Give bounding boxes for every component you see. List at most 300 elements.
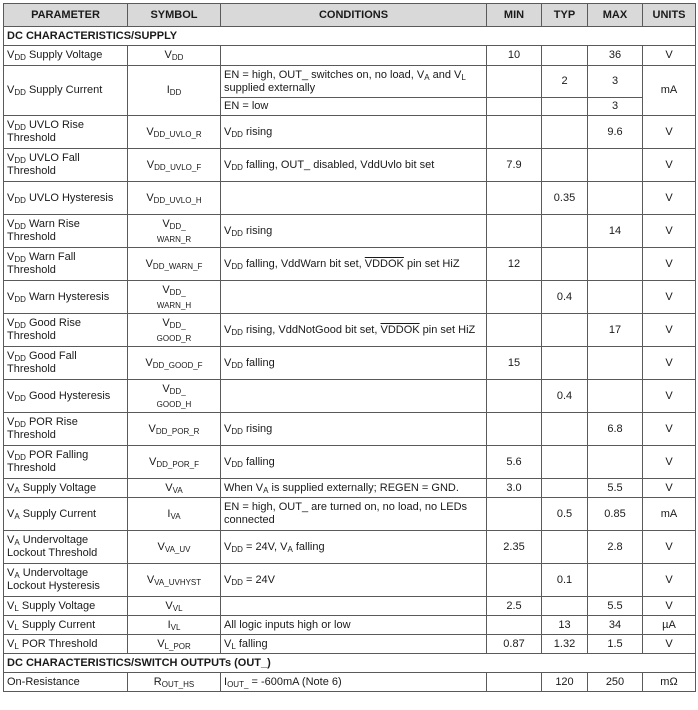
table-body <box>4 27 696 692</box>
min-cell: 10 <box>487 46 542 66</box>
parameter-cell <box>4 597 128 616</box>
parameter-cell <box>4 347 128 380</box>
text-segment: V <box>7 119 15 131</box>
symbol-cell <box>128 673 221 692</box>
section-title: DC CHARACTERISTICS/SUPPLY <box>4 27 696 46</box>
typ-cell: 0.5 <box>542 498 588 531</box>
conditions-cell <box>221 149 487 182</box>
conditions-cell <box>221 564 487 597</box>
text-segment: EN = high, OUT_ switches on, no load, V <box>224 68 425 81</box>
symbol-cell <box>128 531 221 564</box>
table-row <box>4 564 696 597</box>
min-cell <box>487 182 542 215</box>
symbol-cell <box>128 616 221 635</box>
header-typ: TYP <box>542 4 588 27</box>
subscript: DD_ <box>169 288 186 297</box>
typ-cell <box>542 413 588 446</box>
subscript: L_POR <box>164 641 191 651</box>
subscript: DD <box>14 420 26 429</box>
text-segment: Supply Current <box>18 618 96 631</box>
table-row <box>4 597 696 616</box>
text-segment: V <box>7 507 15 520</box>
conditions-cell <box>221 116 487 149</box>
text-segment: Supply Voltage <box>19 481 97 494</box>
subscript: DD <box>231 426 243 436</box>
min-cell: 2.35 <box>487 531 542 564</box>
text-segment: = 24V, V <box>242 540 288 553</box>
subscript: DD <box>14 88 26 97</box>
subscript: DD <box>14 222 26 231</box>
max-cell: 34 <box>588 616 643 635</box>
parameter-cell <box>4 413 128 446</box>
text-segment: EN = high, OUT_ are turned on, no load, no LEDs connected <box>224 501 468 526</box>
table-row <box>4 673 696 692</box>
subscript: DD <box>231 327 243 337</box>
text-segment: V <box>7 317 15 329</box>
subscript: L <box>461 72 466 82</box>
table-row <box>4 347 696 380</box>
text-segment: When V <box>224 481 264 494</box>
header-parameter: PARAMETER <box>4 4 128 27</box>
symbol-cell <box>128 347 221 380</box>
symbol-cell <box>128 46 221 66</box>
text-segment: R <box>153 675 162 688</box>
text-segment: V <box>7 218 15 230</box>
typ-cell <box>542 116 588 149</box>
text-segment: V <box>162 317 170 329</box>
text-segment: V <box>146 158 155 171</box>
text-segment: V <box>157 637 165 650</box>
text-segment: Warn Fall Threshold <box>7 251 76 276</box>
max-cell: 36 <box>588 46 643 66</box>
conditions-cell <box>221 248 487 281</box>
conditions-cell <box>221 597 487 616</box>
max-cell: 5.5 <box>588 479 643 498</box>
typ-cell <box>542 149 588 182</box>
electrical-characteristics-table <box>3 3 696 692</box>
units-cell: V <box>643 597 696 616</box>
text-segment: V <box>162 284 170 296</box>
header-symbol: SYMBOL <box>128 4 221 27</box>
table-row <box>4 149 696 182</box>
units-cell: V <box>643 413 696 446</box>
min-cell <box>487 98 542 116</box>
symbol-cell <box>128 498 221 531</box>
text-segment: V <box>7 416 15 428</box>
conditions-cell <box>221 46 487 66</box>
min-cell: 2.5 <box>487 597 542 616</box>
table-row <box>4 248 696 281</box>
max-cell <box>588 380 643 413</box>
symbol-cell <box>128 446 221 479</box>
text-segment: POR Falling Threshold <box>7 449 89 474</box>
min-cell: 7.9 <box>487 149 542 182</box>
typ-cell: 0.35 <box>542 182 588 215</box>
units-cell: mA <box>643 498 696 531</box>
max-cell: 2.8 <box>588 531 643 564</box>
symbol-cell <box>128 66 221 116</box>
symbol-cell <box>128 479 221 498</box>
text-segment: V <box>7 449 15 461</box>
table-row <box>4 66 696 98</box>
table-row <box>4 380 696 413</box>
parameter-cell <box>4 314 128 347</box>
typ-cell <box>542 98 588 116</box>
conditions-cell <box>221 616 487 635</box>
max-cell: 9.6 <box>588 116 643 149</box>
typ-cell <box>542 446 588 479</box>
parameter-cell <box>4 149 128 182</box>
text-segment: V <box>162 383 170 395</box>
subscript: DD <box>169 88 182 97</box>
text-segment: pin set HiZ <box>419 323 476 336</box>
text-segment: V <box>7 350 15 362</box>
conditions-cell <box>221 635 487 654</box>
parameter-cell <box>4 46 128 66</box>
parameter-cell <box>4 215 128 248</box>
symbol-cell <box>128 597 221 616</box>
subscript: L <box>14 641 19 651</box>
text-segment: V <box>7 618 15 631</box>
min-cell <box>487 413 542 446</box>
subscript: DD <box>231 577 243 587</box>
subscript: GOOD_R <box>156 334 192 343</box>
subscript: DD <box>231 459 243 469</box>
subscript: DD <box>231 261 243 271</box>
parameter-cell <box>4 479 128 498</box>
subscript: VA <box>170 511 181 521</box>
header-row <box>4 4 696 27</box>
min-cell <box>487 314 542 347</box>
subscript: DD_ <box>169 222 186 231</box>
subscript: DD_UVLO_R <box>153 129 202 139</box>
text-segment: V <box>7 599 15 612</box>
text-segment: Supply Voltage <box>18 599 96 612</box>
subscript: DD <box>231 162 243 172</box>
units-cell: V <box>643 116 696 149</box>
max-cell: 14 <box>588 215 643 248</box>
subscript: GOOD_H <box>156 400 192 409</box>
conditions-cell <box>221 215 487 248</box>
symbol-cell <box>128 635 221 654</box>
text-segment: V <box>224 125 232 138</box>
overlined-text: VDDOK <box>364 257 404 270</box>
text-segment: I <box>224 675 228 688</box>
typ-cell: 120 <box>542 673 588 692</box>
subscript: OUT_ <box>227 679 249 689</box>
max-cell: 3 <box>588 98 643 116</box>
max-cell <box>588 281 643 314</box>
text-segment: I <box>167 618 171 631</box>
min-cell: 0.87 <box>487 635 542 654</box>
table-row <box>4 616 696 635</box>
units-cell: V <box>643 215 696 248</box>
conditions-cell <box>221 347 487 380</box>
subscript: VL <box>172 603 183 613</box>
parameter-cell <box>4 182 128 215</box>
parameter-cell <box>4 446 128 479</box>
subscript: DD_UVLO_F <box>154 162 202 172</box>
conditions-cell <box>221 446 487 479</box>
section-header-row <box>4 27 696 46</box>
conditions-cell <box>221 498 487 531</box>
max-cell <box>588 182 643 215</box>
units-cell: V <box>643 182 696 215</box>
text-segment: V <box>7 191 15 204</box>
symbol-cell <box>128 413 221 446</box>
conditions-cell <box>221 479 487 498</box>
text-segment: V <box>224 573 232 586</box>
text-segment: I <box>166 84 170 96</box>
parameter-cell <box>4 616 128 635</box>
typ-cell <box>542 46 588 66</box>
parameter-cell <box>4 281 128 314</box>
parameter-cell <box>4 116 128 149</box>
text-segment: rising <box>242 224 273 237</box>
units-cell: V <box>643 531 696 564</box>
subscript: A <box>287 544 293 554</box>
text-segment: V <box>164 49 172 61</box>
units-cell: V <box>643 347 696 380</box>
table-row <box>4 413 696 446</box>
subscript: VA_UVHYST <box>154 577 202 587</box>
units-cell: V <box>643 281 696 314</box>
subscript: DD <box>14 156 26 165</box>
subscript: DD_ <box>169 321 186 330</box>
header-units: UNITS <box>643 4 696 27</box>
symbol-cell <box>128 215 221 248</box>
text-segment: Good Fall Threshold <box>7 350 77 375</box>
max-cell <box>588 248 643 281</box>
symbol-cell <box>128 182 221 215</box>
symbol-cell <box>128 248 221 281</box>
text-segment: V <box>224 257 232 270</box>
text-segment: V <box>224 356 232 369</box>
text-segment: V <box>7 84 15 96</box>
max-cell <box>588 446 643 479</box>
text-segment: rising, VddNotGood bit set, <box>242 323 381 336</box>
symbol-cell <box>128 149 221 182</box>
table-row <box>4 635 696 654</box>
text-segment: Good Rise Threshold <box>7 317 81 342</box>
typ-cell: 1.32 <box>542 635 588 654</box>
typ-cell: 2 <box>542 66 588 98</box>
units-cell: mΩ <box>643 673 696 692</box>
text-segment: V <box>148 422 156 435</box>
parameter-cell <box>4 66 128 116</box>
text-segment: V <box>7 534 15 546</box>
subscript: WARN_R <box>156 235 192 244</box>
text-segment: supplied externally <box>224 81 316 94</box>
symbol-cell <box>128 564 221 597</box>
units-cell: V <box>643 46 696 66</box>
typ-cell <box>542 597 588 616</box>
min-cell <box>487 564 542 597</box>
subscript: DD <box>14 321 26 330</box>
text-segment: Undervoltage Lockout Hysteresis <box>7 567 100 592</box>
typ-cell: 13 <box>542 616 588 635</box>
subscript: DD <box>231 544 243 554</box>
text-segment: falling, OUT_ disabled, VddUvlo bit set <box>242 158 435 171</box>
max-cell: 3 <box>588 66 643 98</box>
text-segment: = 24V <box>242 573 276 586</box>
table-row <box>4 182 696 215</box>
text-segment: falling <box>235 637 268 650</box>
subscript: DD <box>231 228 243 238</box>
subscript: DD_POR_F <box>156 459 200 469</box>
subscript: DD <box>14 195 26 205</box>
text-segment: rising <box>242 422 273 435</box>
overlined-text: VDDOK <box>380 323 420 336</box>
text-segment: V <box>7 251 15 263</box>
min-cell <box>487 281 542 314</box>
text-segment: Warn Rise Threshold <box>7 218 80 243</box>
text-segment: V <box>165 481 173 494</box>
subscript: A <box>424 72 430 82</box>
section-title: DC CHARACTERISTICS/SWITCH OUTPUTs (OUT_) <box>4 654 696 673</box>
text-segment: V <box>7 567 15 579</box>
subscript: DD <box>14 255 26 264</box>
conditions-cell <box>221 531 487 564</box>
text-segment: V <box>146 573 155 586</box>
text-segment: V <box>224 540 232 553</box>
units-cell: V <box>643 635 696 654</box>
text-segment: falling <box>242 356 275 369</box>
text-segment: UVLO Hysteresis <box>25 191 114 204</box>
header-max: MAX <box>588 4 643 27</box>
subscript: DD <box>14 393 26 403</box>
text-segment: Warn Hysteresis <box>25 290 110 303</box>
text-segment: V <box>7 152 15 164</box>
typ-cell <box>542 479 588 498</box>
conditions-cell <box>221 98 487 116</box>
subscript: DD <box>14 354 26 363</box>
text-segment: I <box>167 507 171 520</box>
max-cell <box>588 347 643 380</box>
table-row <box>4 446 696 479</box>
table-row <box>4 116 696 149</box>
text-segment: pin set HiZ <box>403 257 460 270</box>
typ-cell <box>542 531 588 564</box>
text-segment: V <box>7 481 15 494</box>
parameter-cell <box>4 248 128 281</box>
units-cell: µA <box>643 616 696 635</box>
text-segment: falling <box>242 455 275 468</box>
text-segment: V <box>165 599 173 612</box>
text-segment: V <box>7 290 15 303</box>
parameter-cell <box>4 498 128 531</box>
min-cell <box>487 380 542 413</box>
text-segment: V <box>224 323 232 336</box>
text-segment: V <box>157 540 165 553</box>
text-segment: V <box>7 49 15 61</box>
min-cell: 12 <box>487 248 542 281</box>
header-min: MIN <box>487 4 542 27</box>
min-cell: 3.0 <box>487 479 542 498</box>
units-cell: V <box>643 149 696 182</box>
text-segment: Supply Current <box>19 507 97 520</box>
symbol-cell <box>128 380 221 413</box>
subscript: A <box>14 538 20 547</box>
text-segment: V <box>146 125 154 138</box>
units-cell: V <box>643 380 696 413</box>
text-segment: UVLO Rise Threshold <box>7 119 84 144</box>
subscript: DD <box>171 53 184 62</box>
text-segment: V <box>224 455 232 468</box>
subscript: DD <box>14 453 26 462</box>
table-row <box>4 314 696 347</box>
text-segment: V <box>224 637 232 650</box>
parameter-cell <box>4 635 128 654</box>
subscript: VA_UV <box>164 544 191 554</box>
max-cell: 6.8 <box>588 413 643 446</box>
text-segment: V <box>224 422 232 435</box>
text-segment: EN = low <box>224 100 269 112</box>
symbol-cell <box>128 281 221 314</box>
text-segment: Supply Voltage <box>25 49 103 61</box>
units-cell: V <box>643 314 696 347</box>
max-cell: 5.5 <box>588 597 643 616</box>
text-segment: V <box>145 257 153 270</box>
text-segment: V <box>146 191 154 204</box>
subscript: L <box>14 622 19 632</box>
typ-cell: 0.4 <box>542 281 588 314</box>
text-segment: V <box>7 637 15 650</box>
max-cell: 0.85 <box>588 498 643 531</box>
conditions-cell <box>221 314 487 347</box>
units-cell: V <box>643 248 696 281</box>
text-segment: and V <box>429 68 462 81</box>
conditions-cell <box>221 66 487 98</box>
text-segment: V <box>162 218 170 230</box>
text-segment: V <box>145 356 153 369</box>
min-cell: 5.6 <box>487 446 542 479</box>
symbol-cell <box>128 116 221 149</box>
symbol-cell <box>128 314 221 347</box>
min-cell <box>487 616 542 635</box>
subscript: WARN_H <box>156 301 192 310</box>
subscript: VA <box>172 485 183 495</box>
min-cell <box>487 673 542 692</box>
typ-cell <box>542 314 588 347</box>
subscript: DD_WARN_F <box>152 261 203 271</box>
typ-cell: 0.4 <box>542 380 588 413</box>
subscript: DD <box>14 294 26 304</box>
conditions-cell <box>221 413 487 446</box>
text-segment: V <box>148 455 157 468</box>
subscript: DD <box>14 123 26 132</box>
text-segment: Undervoltage Lockout Threshold <box>7 534 98 559</box>
typ-cell <box>542 215 588 248</box>
parameter-cell <box>4 673 128 692</box>
subscript: OUT_HS <box>161 679 195 689</box>
parameter-cell <box>4 380 128 413</box>
conditions-cell <box>221 281 487 314</box>
text-segment: UVLO Fall Threshold <box>7 152 80 177</box>
max-cell: 17 <box>588 314 643 347</box>
parameter-cell <box>4 564 128 597</box>
min-cell <box>487 66 542 98</box>
table-row <box>4 46 696 66</box>
max-cell: 1.5 <box>588 635 643 654</box>
text-segment: POR Rise Threshold <box>7 416 78 441</box>
subscript: DD_POR_R <box>155 426 200 436</box>
subscript: DD_GOOD_F <box>152 360 203 370</box>
table-row <box>4 215 696 248</box>
subscript: L <box>231 641 236 651</box>
table-row <box>4 531 696 564</box>
subscript: A <box>14 511 20 521</box>
